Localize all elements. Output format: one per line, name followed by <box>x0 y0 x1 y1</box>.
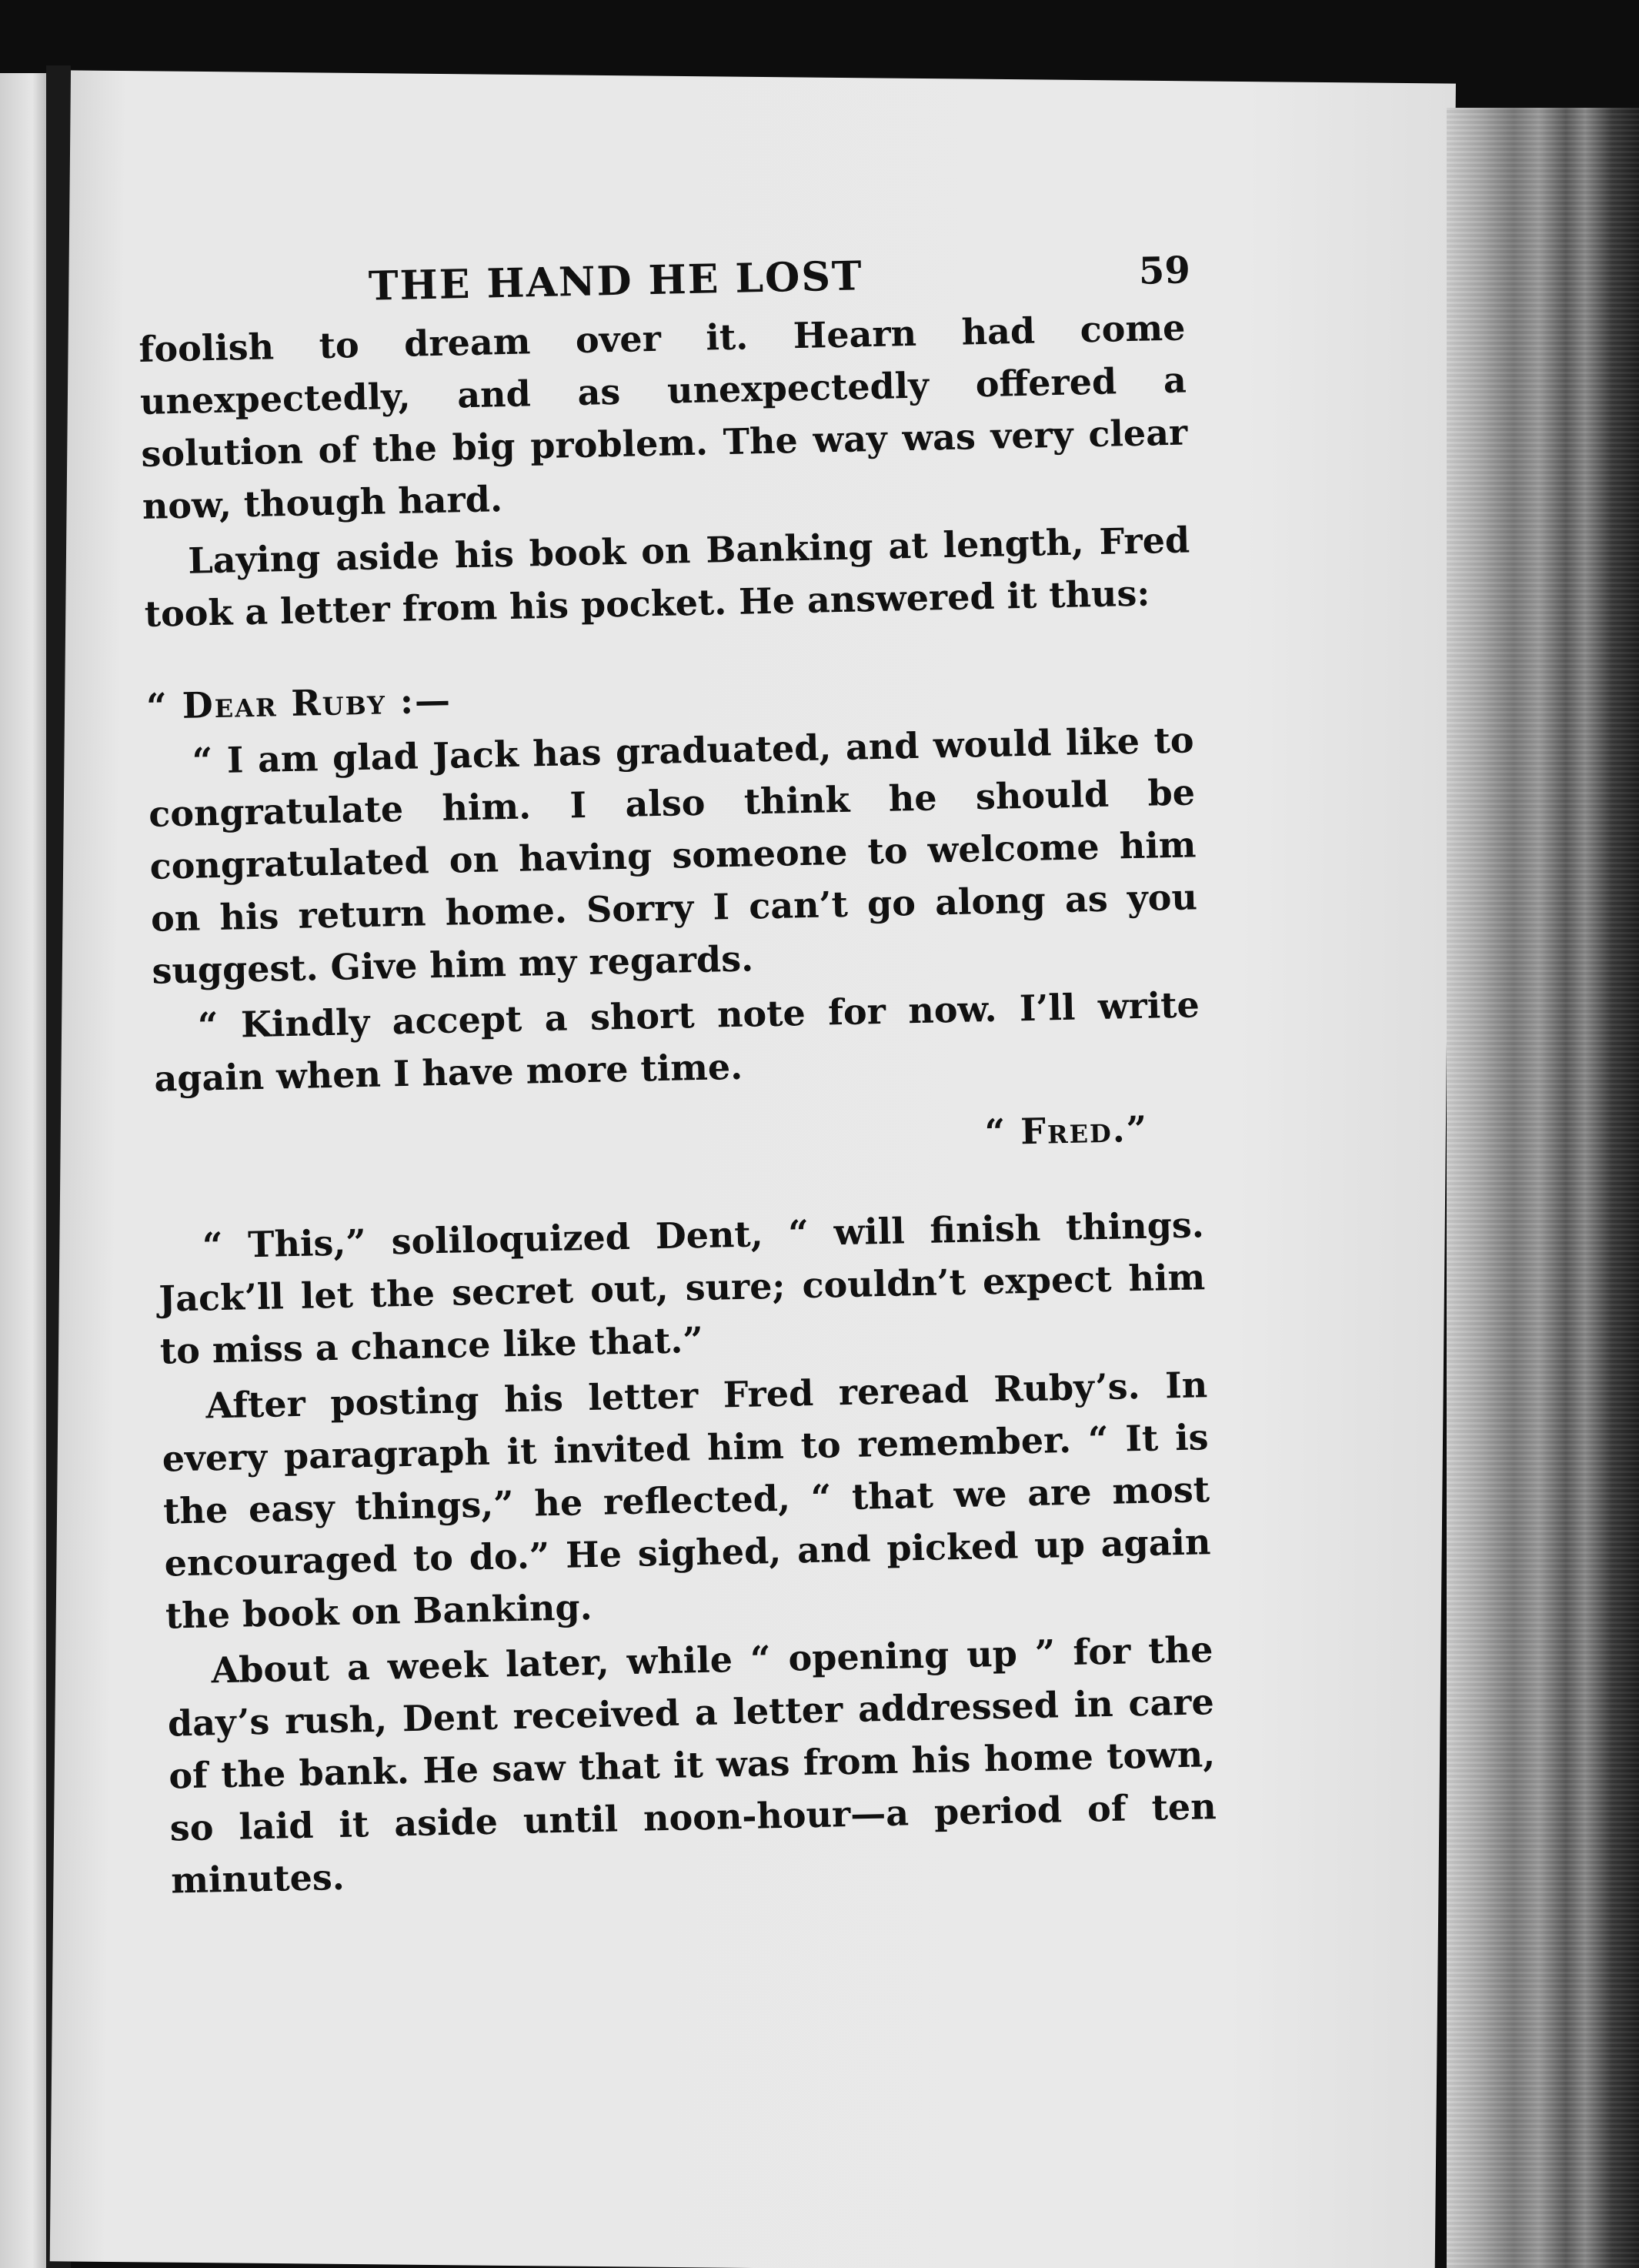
paragraph-2: Laying aside his book on Banking at length, Fred took a letter from his pocket. He answered it thus: <box>144 519 1190 635</box>
letter-paragraph-1: “ I am glad Jack has graduated, and would like to congratulate him. I also think he should be congratulated on having someone to welcome him on his return home. Sorry I can’t go along as you suggest. Give him my regards. <box>148 719 1198 992</box>
paragraph-4: After posting his letter Fred reread Ruby’s. In every paragraph it invited him to remember. “ It is the easy things,” he reflected, “ that we are most encouraged to do.” He sighed, and picked up again the book on Banking. <box>162 1364 1211 1637</box>
page-text <box>137 232 1218 1907</box>
paragraph-3: “ This,” soliloquized Dent, “ will finish things. Jack’ll let the secret out, sure; couldn’t expect him to miss a chance like that.” <box>158 1204 1206 1372</box>
page-number: 59 <box>1138 249 1191 293</box>
page-fore-edge <box>1447 108 1639 2268</box>
running-head: THE HAND HE LOST <box>368 252 864 310</box>
paragraph-5: About a week later, while “ opening up ” for the day’s rush, Dent received a letter addressed in care of the bank. He saw that it was from his home town, so laid it aside until noon-hour—a period of ten minutes. <box>167 1628 1217 1902</box>
letter-salutation: “ Dear Ruby :— <box>145 679 452 727</box>
paragraph-1: foolish to dream over it. Hearn had come unexpectedly, and as unexpectedly offered a solution of the big problem. The way was very clear now, though hard. <box>139 306 1188 527</box>
letter-signature: “ Fred.” <box>984 1107 1149 1154</box>
left-page-edge <box>0 73 46 2268</box>
letter-paragraph-2: “ Kindly accept a short note for now. I’ll write again when I have more time. <box>153 984 1200 1100</box>
